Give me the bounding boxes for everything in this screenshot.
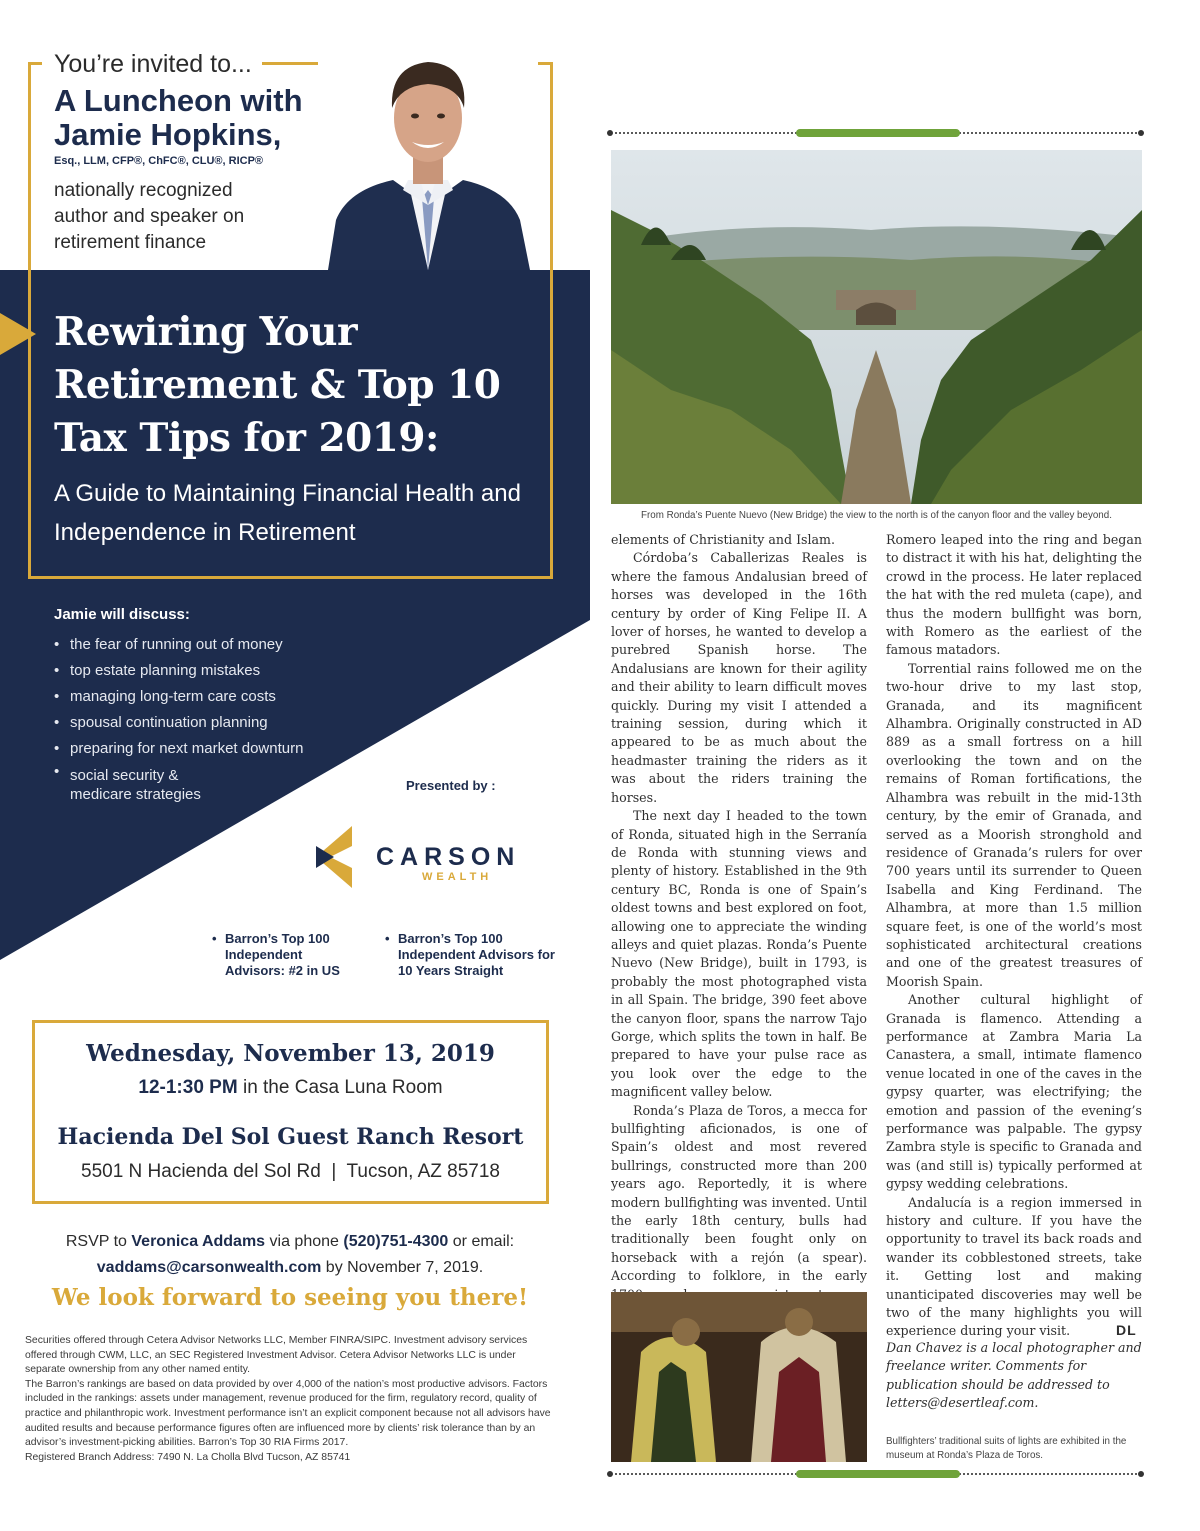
paragraph: Córdoba’s Caballerizas Reales is where the famous Andalusian breed of horses was developed in the 16th century by order of King Felipe II. A lover of horses, he wanted to develop a purebred Spanish horse. The Andalusians are known for their agility and their ability to learn difficult moves quickly. During my visit I attended a training session, during which it appeared to be as much about the headmaster training the riders as it was about the riders training the horses. (611, 550, 867, 805)
closing-line: We look forward to seeing you there! (51, 1284, 529, 1311)
ronda-gorge-photo (611, 150, 1142, 504)
author-bio: Dan Chavez is a local photographer and freelance writer. Comments for publication should be addressed to letters@desertleaf.com. (886, 1340, 1142, 1411)
paragraph: The next day I headed to the town of Ronda, situated high in the Serranía de Ronda with stunning views and plenty of history. Established in the 9th century BC, Ronda is one of Spain’s oldest towns and best explored on foot, allowing one to appreciate the winding alleys and quiet plazas. Ronda’s Puente Nuevo (New Bridge), built in 1793, is probably the most photographed vista in all Spain. The bridge, 390 feet above the canyon floor, spans the narrow Tajo Gorge, which splits the town in half. Be prepared to have your pulse race as you look over the edge to the magnificent valley below. (611, 808, 867, 1100)
paragraph: Romero leaped into the ring and began to distract it with his hat, delighting the crowd in the process. He later replaced the hat with the red muleta (cape), and thus the modern bullfight was born, with Romero as the earliest of the famous matadors. (886, 532, 1142, 658)
section-divider-bottom (610, 1473, 1141, 1475)
event-date: Wednesday, November 13, 2019 (86, 1040, 495, 1067)
paragraph: Another cultural highlight of Granada is flamenco. Attending a performance at Zambra Maria La Canastera, a small, intimate flamenco venue located in one of the caves in the gypsy quarter, was electrifying; the emotion and passion of the evening’s performance was palpable. The gypsy Zambra style is specific to Granada and was (and still is) typically performed at gypsy wedding celebrations. (886, 992, 1142, 1192)
photo-caption: From Ronda’s Puente Nuevo (New Bridge) the view to the north is of the canyon floor and the valley beyond. (641, 510, 1112, 521)
paragraph: elements of Christianity and Islam. (611, 532, 835, 547)
list-item: • spousal continuation planning (54, 710, 303, 736)
presented-by-label: Presented by : (406, 778, 496, 793)
speaker-credentials: Esq., LLM, CFP®, ChFC®, CLU®, RICP® (54, 155, 264, 167)
list-item: • the fear of running out of money (54, 632, 303, 658)
event-venue: Hacienda Del Sol Guest Ranch Resort (57, 1124, 524, 1150)
rsvp-info: RSVP to Veronica Addams via phone (520)751-4300 or email: vaddams@carsonwealth.com by November 7, 2019. (65, 1233, 515, 1276)
article-column-2 (886, 531, 1142, 1341)
discuss-list (54, 632, 303, 804)
luncheon-title: A Luncheon with Jamie Hopkins, (54, 83, 303, 152)
discuss-heading: Jamie will discuss: (54, 606, 190, 623)
paragraph: Andalucía is a region immersed in history and culture. If you have the opportunity to travel its back roads and wander its cobblestoned streets, take it. Getting lost and making unanticipated discoveries may well be two of the many highlights you will experience during your visit. (886, 1194, 1142, 1339)
award-item: • Barron’s Top 100 Independent Advisors for 10 Years Straight (385, 931, 555, 978)
carson-logo-icon (314, 826, 354, 888)
invitation-line: You’re invited to... (54, 50, 252, 78)
paragraph: Ronda’s Plaza de Toros, a mecca for bullfighting aficionados, is one of Spain’s oldest and most revered bullrings, constructed more than 200 years ago. Reportedly, it is where modern bullfighting was invented. Until the early 18th century, bulls had traditionally been fought only on horseback with a rejón (a spear). According to folklore, in the early (611, 1102, 867, 1284)
award-item: • Barron’s Top 100 Independent Advisors: #2 in US (212, 931, 340, 978)
list-item: • top estate planning mistakes (54, 658, 303, 684)
seminar-subtitle: A Guide to Maintaining Financial Health and Independence in Retirement (54, 480, 521, 546)
speaker-bio: nationally recognized author and speaker on retirement finance (54, 180, 245, 253)
brand-name: CARSON (376, 843, 521, 871)
event-address: 5501 N Hacienda del Sol Rd | Tucson, AZ 85718 (81, 1161, 500, 1182)
list-item: • social security & medicare strategies (54, 762, 214, 804)
paragraph: Torrential rains followed me on the two-hour drive to my last stop, Granada, and its magnificent Alhambra. Originally constructed in AD 889 as a small fortress on a hill overlooking the town and on the remains of Roman fortifications, the Alhambra was rebuilt in the mid-13th century, by the emir of Granada, and served as a Moorish stronghold and residence of Granada’s rulers for over 700 years until its surrender to Queen Isabella and King Ferdinand. The Alhambra, at more than 1.5 million square feet, is one of the world’s most sophisticated architectural creations and one of the greatest treasures of Moorish Spain. (886, 660, 1142, 989)
section-divider-top (610, 132, 1141, 134)
list-item: • managing long-term care costs (54, 684, 303, 710)
photo-caption: Bullfighters’ traditional suits of lights are exhibited in the museum at Ronda’s Plaza de Toros. (886, 1436, 1127, 1461)
speaker-portrait-image (318, 30, 538, 270)
event-time: 12-1:30 PM in the Casa Luna Room (138, 1077, 443, 1098)
brand-subname: WEALTH (422, 871, 493, 883)
gold-arrow-marker (0, 313, 36, 355)
award-item: • Barron’s Top 30 RIA Firms (99, 931, 192, 962)
legal-disclaimer: Securities offered through Cetera Advisor Networks LLC, Member FINRA/SIPC. Investment advisory services offered through CWM, LLC, an SEC Registered Investment Advisor. Cetera Advisor Networks LLC is under separate ownership from any other named entity. The Barron’s rankings are based on data provided by over 4,000 of the nation’s most productive advisors. Factors included in the rankings: assets under management, revenue produced for the firm, regulatory record, quality of practice and philanthropic work. Investment performance isn’t an explicit component because not all advisors have audited results and because performance figures often are influenced more by clients’ risk tolerance than by an advisor’s investment-picking abilities. Barron’s Top 30 RIA Firms 2017. Registered Branch Address: 7490 N. La Cholla Blvd Tucson, AZ 85741 (25, 1335, 551, 1463)
rsvp-email-link[interactable]: vaddams@carsonwealth.com (96, 1259, 322, 1276)
author-initials: DL (1116, 1322, 1137, 1338)
article-column-1 (611, 531, 867, 1322)
list-item: • preparing for next market downturn (54, 736, 303, 762)
seminar-title: Rewiring Your Retirement & Top 10 Tax Tips for 2019: (54, 309, 501, 461)
bullfighter-suits-photo (611, 1292, 867, 1462)
